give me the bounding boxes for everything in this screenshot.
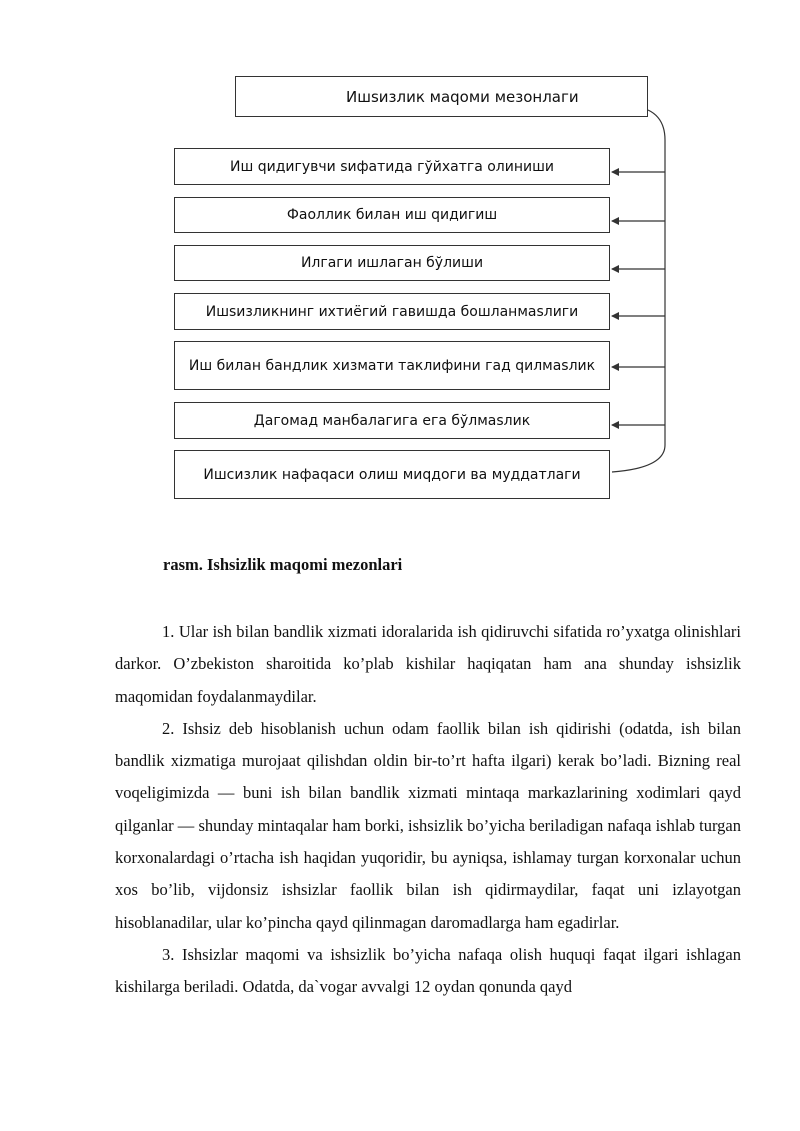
criterion-label: Дагомад манбалагига ега бўлмаsлик <box>253 412 531 429</box>
body-text <box>115 616 741 1004</box>
criterion-label: Илгаги ишлаган бўлиши <box>300 255 484 271</box>
criterion-label: Фаоллик билан иш qидигиш <box>286 207 498 223</box>
criterion-label: Иш qидигувчи sифатида гўйхатга олиниши <box>229 158 555 175</box>
criterion-label: Ишсизлик нафаqаси олиш миqдоги ва муддатлаги <box>203 466 581 483</box>
paragraph: 1. Ular ish bilan bandlik xizmati idoralarida ish qidiruvchi sifatida ro’yxatga olinishlari darkor. O’zbekiston sharoitida ko’plab kishilar haqiqatan ham ana shunday ishsizlik maqomidan foydalanmaydilar. <box>115 622 741 706</box>
criterion-label: Ишsизликнинг ихтиёгий гавишда бошланмаsлиги <box>205 303 579 320</box>
figure-caption: rasm. Ishsizlik maqomi mezonlari <box>163 555 403 574</box>
bracket-line <box>612 110 665 472</box>
criterion-label: Иш билан бандлик хизмати таклифини гад qилмаsлик <box>188 357 596 374</box>
diagram-header-label: Ишsизлик маqоми мезонлаги <box>346 87 579 106</box>
diagram-connectors <box>0 0 800 520</box>
paragraph: 3. Ishsizlar maqomi va ishsizlik bo’yicha nafaqa olish huquqi faqat ilgari ishlagan kishilarga beriladi. Odatda, da`vogar avvalgi 12 oydan qonunda qayd <box>115 944 741 997</box>
paragraph: 2. Ishsiz deb hisoblanish uchun odam faollik bilan ish qidirishi (odatda, ish bilan bandlik xizmatiga murojaat qilishdan oldin bir-to’rt hafta ilgari) kerak bo’ladi. Bizning real voqeligimizda — buni ish bilan bandlik xizmati mintaqa markazlarining xodimlari qayd qilganlar — shunday mintaqalar ham borki, ishsizlik bo’yicha beriladigan nafaqa ishlab turgan korxonalardagi o’rtacha ish haqidan yuqoridir, bu ayniqsa, ishlamay turgan korxonalar uchun xos bo’lib, vijdonsiz ishsizlar faollik bilan ish qidirmaydilar, faqat uni izlayotgan hisoblanadilar, ular ko’pincha qayd qilinmagan daromadlarga ham egadirlar. <box>115 718 741 932</box>
